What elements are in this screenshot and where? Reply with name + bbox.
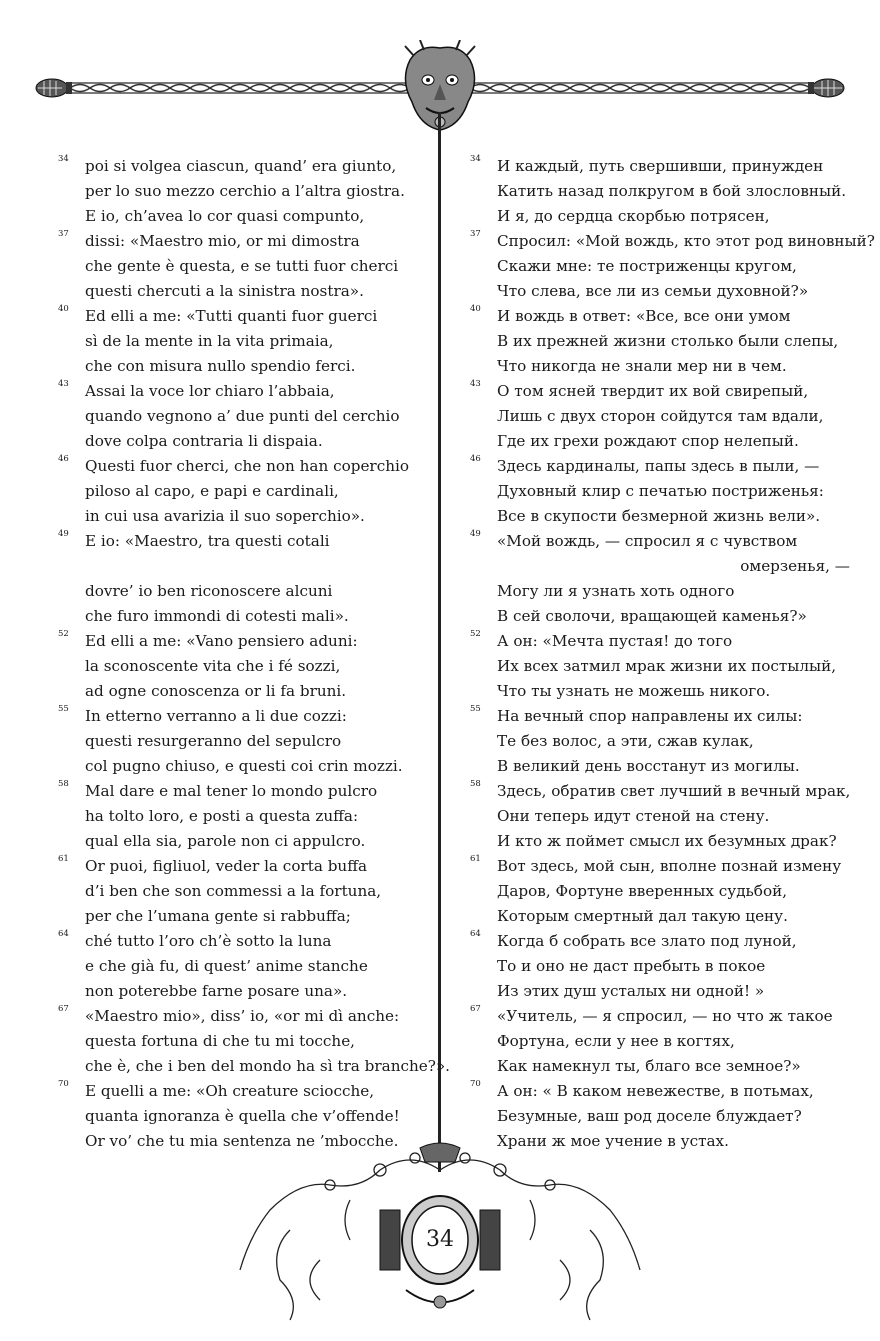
verse-line: Где их грехи рождают спор нелепый. [497, 432, 799, 450]
verse-number: 46 [58, 454, 69, 464]
verse-number: 37 [58, 229, 69, 239]
verse-line: Даров, Фортуне вверенных судьбой, [497, 882, 788, 900]
verse-number: 55 [470, 704, 481, 714]
verse-tercet [58, 154, 428, 204]
verse-line: Скажи мне: те постриженцы кругом, [497, 257, 797, 275]
verse-line: questa fortuna di che tu mi tocche, [85, 1032, 356, 1050]
verse-line: Ed elli a me: «Tutti quanti fuor guerci [85, 307, 378, 325]
verse-tercet [470, 704, 850, 779]
verse-line: На вечный спор направлены их силы: [497, 707, 803, 725]
verse-line: Or vo’ che tu mia sentenza ne ’mbocche. [85, 1132, 399, 1150]
verse-line: qual ella sia, parole non ci appulcro. [85, 832, 366, 850]
verse-number: 49 [470, 529, 481, 539]
verse-line: Что никогда не знали мер ни в чем. [497, 357, 787, 375]
verse-tercet [470, 154, 850, 204]
verse-line: А он: «Мечта пустая! до того [497, 632, 733, 650]
verse-line: «Мой вождь, — спросил я с чувством [497, 532, 798, 550]
verse-number: 61 [58, 854, 69, 864]
verse-line: sì de la mente in la vita primaia, [85, 332, 334, 350]
verse-line: В их прежней жизни столько были слепы, [497, 332, 839, 350]
verse-line: in cui usa avarizia il suo soperchio». [85, 507, 365, 525]
verse-line: col pugno chiuso, e questi coi crin mozzi. [85, 757, 403, 775]
verse-line: questi resurgeranno del sepulcro [85, 732, 342, 750]
verse-number: 49 [58, 529, 69, 539]
verse-tercet [470, 229, 875, 304]
verse-number: 40 [470, 304, 481, 314]
verse-tercet [470, 529, 850, 579]
verse-number: 58 [470, 779, 481, 789]
verse-number: 70 [58, 1079, 69, 1089]
verse-line: То и оно не даст пребыть в покое [497, 957, 766, 975]
verse-line: Questi fuor cherci, che non han coperchio [85, 457, 409, 475]
verse-line: «Maestro mio», diss’ io, «or mi dì anche: [85, 1007, 400, 1025]
verse-line: E io, ch’avea lo cor quasi compunto, [85, 207, 365, 225]
verse-line: Здесь кардиналы, папы здесь в пыли, — [497, 457, 820, 475]
verse-number: 40 [58, 304, 69, 314]
verse-line: che è, che i ben del mondo ha sì tra branche?». [85, 1057, 451, 1075]
verse-line: E quelli a me: «Oh creature sciocche, [85, 1082, 375, 1100]
verse-tercet [58, 629, 428, 704]
verse-number: 64 [470, 929, 481, 939]
verse-number: 46 [470, 454, 481, 464]
verse-number: 64 [58, 929, 69, 939]
verse-line: О том ясней твердит их вой свирепый, [497, 382, 809, 400]
russian-column [470, 154, 875, 1154]
verse-line: che gente è questa, e se tutti fuor cherci [85, 257, 399, 275]
verse-number: 52 [58, 629, 69, 639]
verse-number: 43 [58, 379, 69, 389]
verse-tercet [58, 929, 428, 1004]
verse-tercet [58, 229, 428, 304]
page-number: 34 [426, 1227, 454, 1252]
verse-line: Ed elli a me: «Vano pensiero aduni: [85, 632, 358, 650]
verse-line: dovre’ io ben riconoscere alcuni [85, 582, 333, 600]
verse-line: questi chercuti a la sinistra nostra». [85, 282, 364, 300]
verse-line: В сей сволочи, вращающей каменья?» [497, 607, 807, 625]
verse-line: Катить назад полкругом в бой злословный. [497, 182, 847, 200]
verse-line: Как намекнул ты, благо все земное?» [497, 1057, 801, 1075]
verse-tercet [58, 379, 428, 454]
verse-line: dissi: «Maestro mio, or mi dimostra [85, 232, 360, 250]
verse-line: И каждый, путь свершивши, принужден [497, 157, 824, 175]
verse-line: И я, до сердца скорбью потрясен, [497, 207, 770, 225]
verse-line: Фортуна, если у нее в когтях, [497, 1032, 735, 1050]
verse-tercet [58, 454, 428, 529]
verse-line: E io: «Maestro, tra questi cotali [85, 532, 330, 550]
verse-line: quanta ignoranza è quella che v’offende! [85, 1107, 400, 1125]
verse-line: В великий день восстанут из могилы. [497, 757, 800, 775]
verse-line: Спросил: «Мой вождь, кто этот род виновный? [497, 232, 875, 250]
verse-tercet [58, 204, 428, 229]
verse-line: che furo immondi di cotesti mali». [85, 607, 349, 625]
verse-line: Храни ж мое учение в устах. [497, 1132, 729, 1150]
verse-line: ha tolto loro, e posti a questa zuffa: [85, 807, 359, 825]
verse-tercet [58, 779, 428, 854]
verse-tercet [470, 204, 850, 229]
verse-line: Лишь с двух сторон сойдутся там вдали, [497, 407, 824, 425]
verse-line: Здесь, обратив свет лучший в вечный мрак, [497, 782, 851, 800]
verse-line: per che l’umana gente si rabbuffa; [85, 907, 351, 925]
column-divider [438, 112, 441, 1172]
verse-line: per lo suo mezzo cerchio a l’altra giostra. [85, 182, 405, 200]
verse-tercet [470, 454, 850, 529]
verse-line: la sconoscente vita che i fé sozzi, [85, 657, 341, 675]
verse-line: Вот здесь, мой сын, вполне познай измену [497, 857, 842, 875]
verse-line: И кто ж поймет смысл их безумных драк? [497, 832, 837, 850]
verse-line: d’i ben che son commessi a la fortuna, [85, 882, 382, 900]
verse-number: 70 [470, 1079, 481, 1089]
verse-number: 61 [470, 854, 481, 864]
verse-line: non poterebbe farne posare una». [85, 982, 348, 1000]
verse-tercet [470, 1004, 850, 1079]
verse-line: Могу ли я узнать хоть одного [497, 582, 735, 600]
verse-tercet [58, 704, 428, 779]
verse-line: А он: « В каком невежестве, в потьмах, [497, 1082, 814, 1100]
verse-line-continuation: омерзенья, — [740, 557, 850, 575]
verse-line: Что слева, все ли из семьи духовной?» [497, 282, 809, 300]
verse-line: Mal dare e mal tener lo mondo pulcro [85, 782, 378, 800]
verse-line: e che già fu, di quest’ anime stanche [85, 957, 368, 975]
verse-line: И вождь в ответ: «Все, все они умом [497, 307, 791, 325]
verse-number: 37 [470, 229, 481, 239]
right-finial-icon [808, 79, 844, 97]
verse-line: Когда б собрать все злато под луной, [497, 932, 797, 950]
stanza-gap [58, 554, 428, 579]
verse-line: Их всех затмил мрак жизни их постылый, [497, 657, 837, 675]
left-finial-icon [36, 79, 72, 97]
verse-line: «Учитель, — я спросил, — но что ж такое [497, 1007, 833, 1025]
verse-tercet [58, 854, 428, 929]
verse-line: Безумные, ваш род доселе блуждает? [497, 1107, 802, 1125]
verse-line: poi si volgea ciascun, quand’ era giunto, [85, 157, 397, 175]
verse-line: piloso al capo, e papi e cardinali, [85, 482, 339, 500]
verse-line: ché tutto l’oro ch’è sotto la luna [85, 932, 332, 950]
verse-tercet [470, 304, 850, 379]
verse-tercet [470, 579, 850, 629]
verse-line: Которым смертный дал такую цену. [497, 907, 788, 925]
verse-tercet [470, 629, 850, 704]
verse-number: 52 [470, 629, 481, 639]
verse-tercet [58, 579, 428, 629]
verse-line: In etterno verranno a li due cozzi: [85, 707, 347, 725]
verse-number: 34 [58, 154, 69, 164]
verse-number: 55 [58, 704, 69, 714]
verse-number: 34 [470, 154, 481, 164]
verse-tercet [470, 379, 850, 454]
verse-tercet [470, 779, 850, 854]
verse-line: che con misura nullo spendio ferci. [85, 357, 356, 375]
verse-number: 43 [470, 379, 481, 389]
verse-line: Они теперь идут стеной на стену. [497, 807, 770, 825]
verse-line: Из этих душ усталых ни одной! » [497, 982, 765, 1000]
verse-line: ad ogne conoscenza or li fa bruni. [85, 682, 347, 700]
italian-column [58, 154, 451, 1154]
verse-line: Те без волос, а эти, сжав кулак, [497, 732, 754, 750]
verse-line: Assai la voce lor chiaro l’abbaia, [85, 382, 335, 400]
verse-line: Что ты узнать не можешь никого. [497, 682, 771, 700]
verse-tercet [470, 929, 850, 1004]
verse-tercet [58, 304, 428, 379]
verse-line: quando vegnono a’ due punti del cerchio [85, 407, 400, 425]
verse-tercet [58, 529, 428, 554]
verse-line: Все в скупости безмерной жизнь вели». [497, 507, 821, 525]
verse-number: 67 [470, 1004, 481, 1014]
verse-number: 58 [58, 779, 69, 789]
verse-line: dove colpa contraria li dispaia. [85, 432, 323, 450]
verse-line: Or puoi, figliuol, veder la corta buffa [85, 857, 368, 875]
verse-number: 67 [58, 1004, 69, 1014]
basket-icon [420, 1143, 460, 1162]
verse-tercet [58, 1004, 451, 1079]
verse-line: Духовный клир с печатью постриженья: [497, 482, 824, 500]
verse-tercet [470, 854, 850, 929]
